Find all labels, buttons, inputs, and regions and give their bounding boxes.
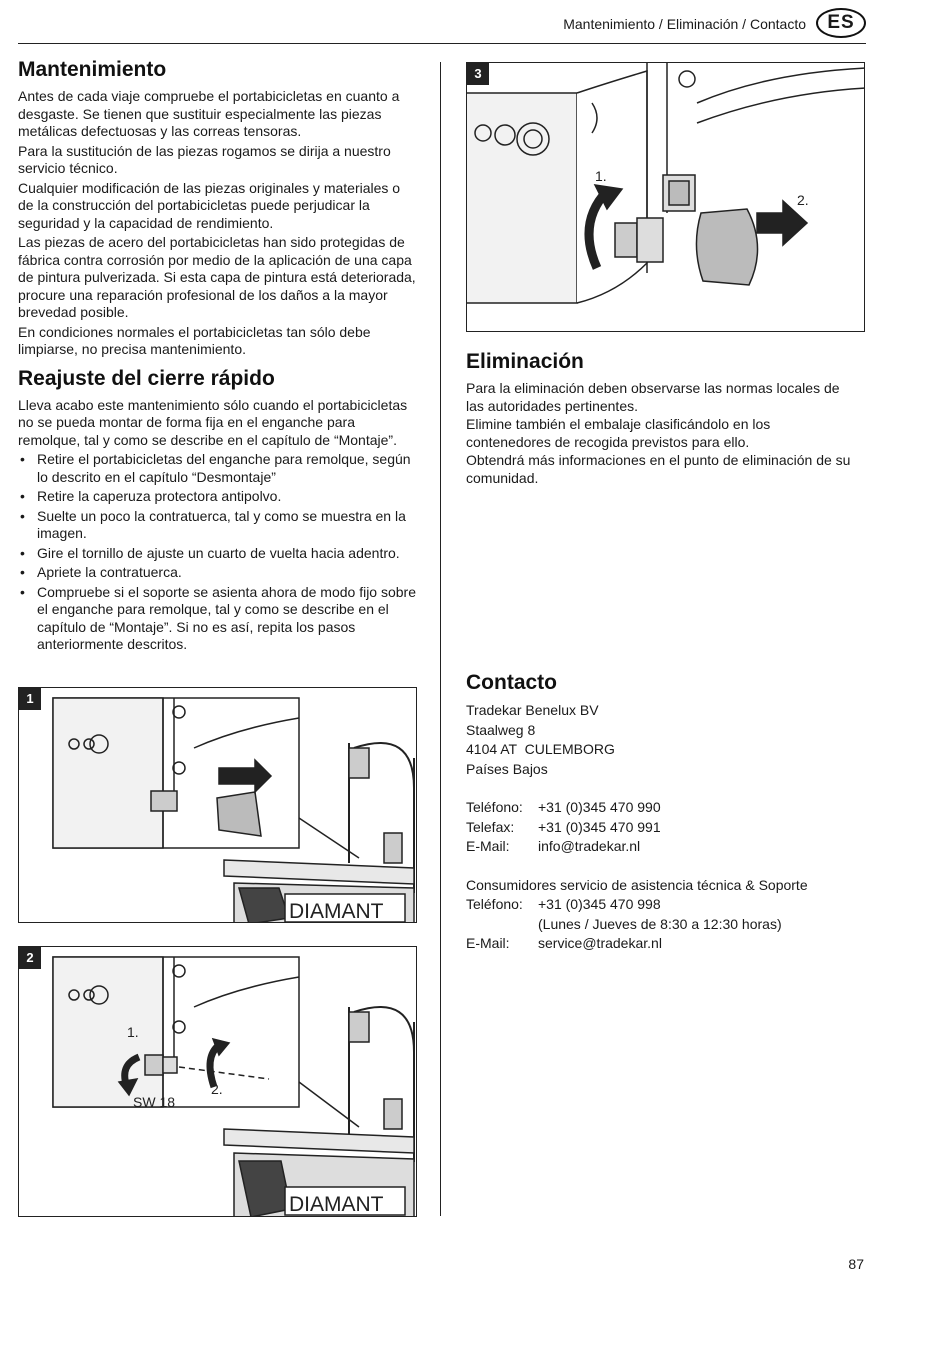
support-email-row bbox=[466, 934, 856, 954]
list-item: • Retire la caperuza protectora antipolvo. bbox=[18, 488, 418, 506]
email-value: info@tradekar.nl bbox=[538, 838, 641, 854]
figure-3-illustration bbox=[467, 63, 865, 332]
address-line: Tradekar Benelux BV bbox=[466, 702, 599, 718]
reajuste-section bbox=[18, 367, 418, 654]
list-item: • Compruebe si el soporte se asienta ahora de modo fijo sobre el enganche para remolque, tal y como se describe en el capítulo de “Montaje”. Si no es así, repita los pasos anteriormente descritos. bbox=[18, 584, 418, 654]
email-row bbox=[466, 837, 856, 857]
figure-2 bbox=[18, 946, 417, 1217]
page-header bbox=[18, 6, 866, 44]
eliminacion-heading: Eliminación bbox=[466, 350, 584, 373]
list-item: • Retire el portabicicletas del enganche para remolque, según lo descrito en el capítulo “Desmontaje” bbox=[18, 451, 418, 486]
support-title: Consumidores servicio de asistencia técnica & Soporte bbox=[466, 876, 808, 893]
page-number: 87 bbox=[848, 1256, 864, 1272]
eliminacion-section bbox=[466, 350, 856, 489]
support-phone-row bbox=[466, 895, 856, 915]
diamant-brand-label: DIAMANT bbox=[289, 900, 384, 923]
mantenimiento-paragraph: En condiciones normales el portabicicletas tan sólo debe limpiarse, no precisa mantenimiento. bbox=[18, 323, 371, 357]
wrench-size-label: SW 18 bbox=[133, 1094, 176, 1110]
figure-number: 2 bbox=[19, 947, 41, 969]
header-title: Mantenimiento / Eliminación / Contacto bbox=[563, 16, 806, 32]
left-column bbox=[18, 56, 418, 656]
address-line: 4104 AT CULEMBORG bbox=[466, 741, 615, 757]
mantenimiento-section bbox=[18, 58, 418, 359]
contacto-heading: Contacto bbox=[466, 671, 557, 694]
step-2-label: 2. bbox=[211, 1081, 223, 1097]
mantenimiento-paragraph: Cualquier modificación de las piezas originales y materiales o de la construcción del portabicicletas puede perjudicar la seguridad y la capacidad de rendimiento. bbox=[18, 179, 401, 231]
mantenimiento-paragraph: Para la sustitución de las piezas rogamos se dirija a nuestro servicio técnico. bbox=[18, 142, 391, 176]
contacto-section bbox=[466, 671, 856, 954]
figure-number: 3 bbox=[467, 63, 489, 85]
support-phone-label: Teléfono: bbox=[466, 896, 523, 912]
reajuste-steps bbox=[18, 451, 418, 654]
mantenimiento-heading: Mantenimiento bbox=[18, 58, 167, 81]
column-divider bbox=[440, 62, 441, 1216]
phone-label: Teléfono: bbox=[466, 799, 523, 815]
fax-row bbox=[466, 818, 856, 838]
eliminacion-paragraph: Para la eliminación deben observarse las normas locales de las autoridades pertinentes. bbox=[466, 380, 840, 414]
figure-number: 1 bbox=[19, 688, 41, 710]
phone-value: +31 (0)345 470 990 bbox=[538, 799, 661, 815]
fax-label: Telefax: bbox=[466, 818, 515, 835]
eliminacion-paragraph: Elimine también el embalaje clasificándolo en los contenedores de recogida previstos para ello. bbox=[466, 416, 771, 450]
step-2-label: 2. bbox=[797, 192, 809, 208]
address-line: Países Bajos bbox=[466, 760, 548, 777]
list-item: • Suelte un poco la contratuerca, tal y como se muestra en la imagen. bbox=[18, 508, 418, 543]
support-email-label: E-Mail: bbox=[466, 935, 510, 951]
diamant-brand-label: DIAMANT bbox=[289, 1193, 384, 1216]
support-hours: (Lunes / Jueves de 8:30 a 12:30 horas) bbox=[538, 915, 782, 932]
list-item: • Gire el tornillo de ajuste un cuarto de vuelta hacia adentro. bbox=[18, 545, 418, 563]
figure-3 bbox=[466, 62, 865, 332]
address-line: Staalweg 8 bbox=[466, 721, 536, 738]
figure-2-illustration bbox=[19, 947, 417, 1217]
email-label: E-Mail: bbox=[466, 838, 510, 854]
support-hours-row bbox=[466, 915, 856, 935]
reajuste-heading: Reajuste del cierre rápido bbox=[18, 366, 275, 390]
list-item: • Apriete la contratuerca. bbox=[18, 564, 418, 582]
mantenimiento-paragraph: Las piezas de acero del portabicicletas han sido protegidas de fábrica contra corrosión por medio de la aplicación de una capa de pintura pulverizada. Si esta capa de pintura está deteriorada, procure una reparación profesional de los daños a la mayor brevedad posible. bbox=[18, 234, 416, 320]
fax-value: +31 (0)345 470 991 bbox=[538, 818, 661, 835]
phone-row bbox=[466, 798, 856, 818]
mantenimiento-paragraph: Antes de cada viaje compruebe el portabicicletas en cuanto a desgaste. Se tienen que sustituir especialmente las piezas metálicas defectuosas y las correas tensoras. bbox=[18, 88, 400, 139]
eliminacion-paragraph: Obtendrá más informaciones en el punto de eliminación de su comunidad. bbox=[466, 452, 851, 486]
figure-1-illustration bbox=[19, 688, 417, 923]
step-1-label: 1. bbox=[127, 1024, 139, 1040]
step-1-label: 1. bbox=[595, 168, 607, 184]
figure-1 bbox=[18, 687, 417, 923]
reajuste-intro: Lleva acabo este mantenimiento sólo cuando el portabicicletas no se pueda montar de forma fija en el enganche para remolque, tal y como se describe en el capítulo de “Montaje”. bbox=[18, 396, 408, 448]
support-email-value: service@tradekar.nl bbox=[538, 935, 662, 951]
language-badge: ES bbox=[816, 8, 866, 38]
support-phone-value: +31 (0)345 470 998 bbox=[538, 896, 661, 912]
